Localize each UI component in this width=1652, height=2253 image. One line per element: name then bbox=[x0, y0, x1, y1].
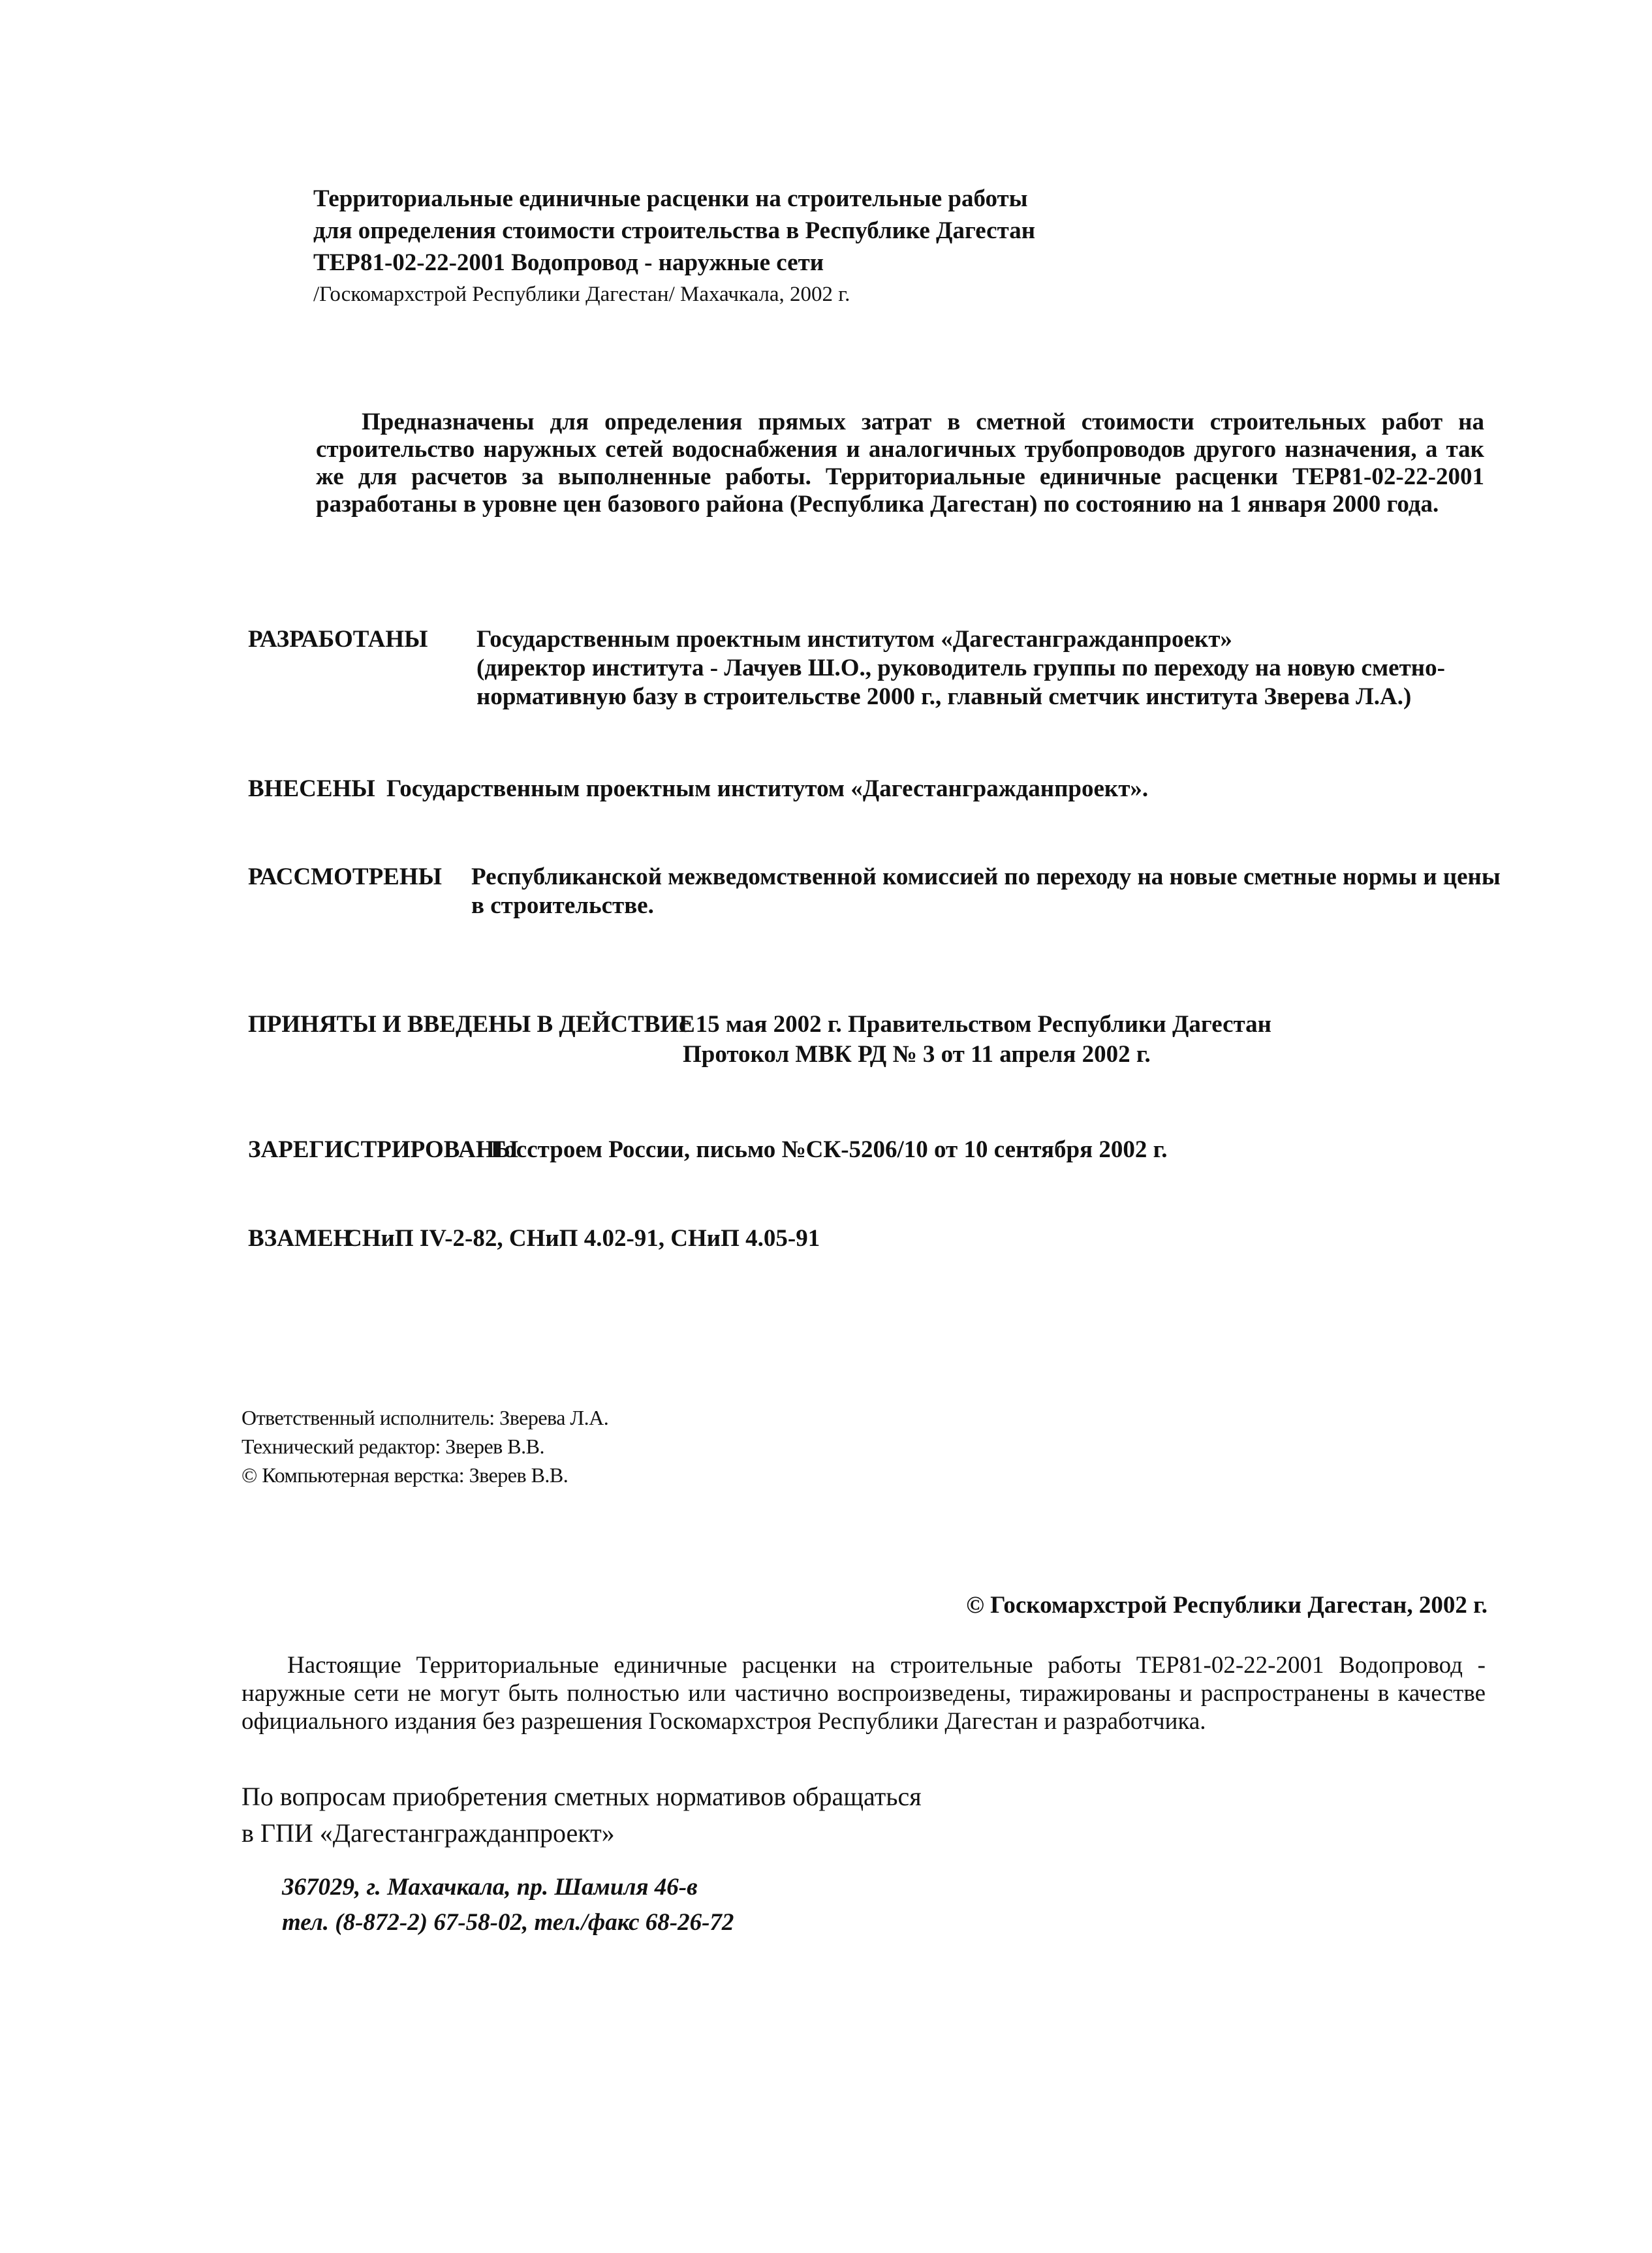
introduced-label: ВНЕСЕНЫ bbox=[248, 775, 375, 802]
reviewed-label: РАССМОТРЕНЫ bbox=[248, 863, 442, 890]
header-title-line-3: ТЕР81-02-22-2001 Водопровод - наружные сети bbox=[313, 249, 824, 276]
reviewed-line-2: в строительстве. bbox=[471, 892, 654, 919]
introduced-text: Государственным проектным институтом «Дагестангражданпроект». bbox=[386, 775, 1149, 802]
contact-line-1: По вопросам приобретения сметных нормативов обращаться bbox=[242, 1782, 922, 1811]
adopted-label: ПРИНЯТЫ И ВВЕДЕНЫ В ДЕЙСТВИЕ bbox=[248, 1011, 695, 1038]
adopted-line-1: с 15 мая 2002 г. Правительством Республики Дагестан bbox=[679, 1011, 1271, 1038]
developed-line-1: Государственным проектным институтом «Дагестангражданпроект» bbox=[476, 626, 1232, 653]
registered-text: Госстроем России, письмо №СК-5206/10 от 10 сентября 2002 г. bbox=[491, 1136, 1168, 1163]
header-publisher-line: /Госкомархстрой Республики Дагестан/ Махачкала, 2002 г. bbox=[313, 283, 850, 306]
replaces-label: ВЗАМЕН bbox=[248, 1225, 352, 1252]
contact-phone: тел. (8-872-2) 67-58-02, тел./факс 68-26-72 bbox=[282, 1909, 734, 1936]
adopted-line-2: Протокол МВК РД № 3 от 11 апреля 2002 г. bbox=[683, 1041, 1151, 1068]
purpose-paragraph: Предназначены для определения прямых затрат в сметной стоимости строительных работ на строительство наружных сетей водоснабжения и аналогичных трубопроводов другого назначения, а так же для расчетов за выполненные работы. Территориальные единичные расценки ТЕР81-02-22-2001 разработаны в уровне цен базового района (Республика Дагестан) по состоянию на 1 января 2000 года. bbox=[316, 409, 1484, 518]
copyright-line: © Госкомархстрой Республики Дагестан, 2002 г. bbox=[966, 1592, 1488, 1619]
registered-label: ЗАРЕГИСТРИРОВАНЫ bbox=[248, 1136, 518, 1163]
reviewed-line-1: Республиканской межведомственной комиссией по переходу на новые сметные нормы и цены bbox=[471, 863, 1501, 890]
developed-line-2: (директор института - Лачуев Ш.О., руководитель группы по переходу на новую сметно- bbox=[476, 655, 1445, 681]
header-title-line-1: Территориальные единичные расценки на строительные работы bbox=[313, 185, 1028, 212]
credits-block bbox=[242, 1403, 608, 1489]
credits-layout: © Компьютерная верстка: Зверев В.В. bbox=[242, 1463, 569, 1487]
header-title-line-2: для определения стоимости строительства в Республике Дагестан bbox=[313, 217, 1036, 244]
developed-label: РАЗРАБОТАНЫ bbox=[248, 626, 428, 653]
contact-heading bbox=[242, 1779, 922, 1852]
replaces-text: СНиП IV-2-82, СНиП 4.02-91, СНиП 4.05-91 bbox=[345, 1225, 820, 1252]
document-header bbox=[313, 183, 1423, 311]
contact-address-block bbox=[282, 1870, 734, 1940]
contact-address: 367029, г. Махачкала, пр. Шамиля 46-в bbox=[282, 1874, 698, 1901]
developed-line-3: нормативную базу в строительстве 2000 г., главный сметчик института Зверева Л.А.) bbox=[476, 683, 1412, 710]
credits-tech-editor: Технический редактор: Зверев В.В. bbox=[242, 1435, 544, 1458]
credits-responsible: Ответственный исполнитель: Зверева Л.А. bbox=[242, 1406, 609, 1429]
contact-line-2: в ГПИ «Дагестангражданпроект» bbox=[242, 1818, 615, 1848]
copyright-notice: Настоящие Территориальные единичные расценки на строительные работы ТЕР81-02-22-2001 Водопровод - наружные сети не могут быть полностью или частично воспроизведены, тиражированы и распространены в качестве официального издания без разрешения Госкомархстроя Республики Дагестан и разработчика. bbox=[242, 1652, 1486, 1735]
